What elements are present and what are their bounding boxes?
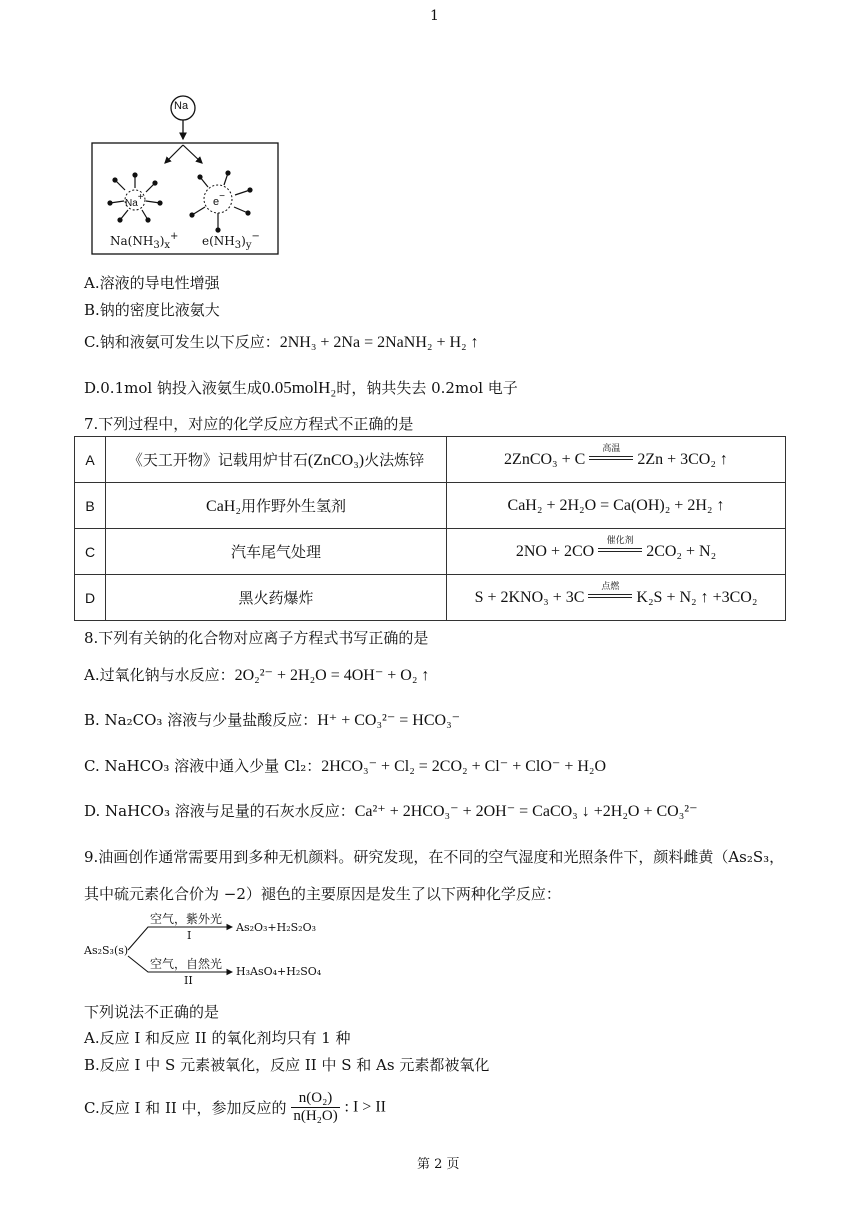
page-footer: 第 2 页 bbox=[417, 1157, 460, 1172]
q6-option-a: A.溶液的导电性增强 bbox=[84, 274, 220, 292]
q6-c-equation: 2NH₃ + 2Na = 2NaNH₂ + H₂ ↑ bbox=[279, 334, 479, 351]
row-equation: CaH₂ + 2H₂O = Ca(OH)₂ + 2H₂ ↑ bbox=[447, 483, 786, 529]
na-cation-label: Na+ bbox=[125, 192, 144, 209]
q8-option-c: C. NaHCO₃ 溶液中通入少量 Cl₂：2HCO₃⁻ + Cl₂ = 2CO₂ + Cl⁻ + ClO⁻ + H₂O bbox=[84, 757, 607, 775]
row-label: A bbox=[75, 437, 106, 483]
row-label: D bbox=[75, 575, 106, 621]
table-row bbox=[75, 437, 786, 483]
scheme-top-condition: 空气，紫外光 bbox=[150, 912, 223, 926]
row-description: CaH₂用作野外生氢剂 bbox=[106, 483, 447, 529]
q9-stem-line1: 9.油画创作通常需要用到多种无机颜料。研究发现，在不同的空气湿度和光照条件下，颜料雌黄（As₂S₃， bbox=[84, 848, 785, 866]
row-equation: S + 2KNO₃ + 3C 点燃 K₂S + N₂ ↑ +3CO₂ bbox=[447, 575, 786, 621]
solvated-electron-caption: $e(NH_3)_y^-$ bbox=[202, 231, 260, 251]
electron-label: e− bbox=[213, 191, 225, 208]
row-description: 《天工开物》记载用炉甘石(ZnCO₃)火法炼锌 bbox=[106, 437, 447, 483]
q9-option-a: A.反应 I 和反应 II 的氧化剂均只有 1 种 bbox=[84, 1029, 351, 1047]
q7-title: 7.下列过程中，对应的化学反应方程式不正确的是 bbox=[84, 415, 414, 433]
q9-option-c: C.反应 I 和 II 中，参加反应的 $\frac{\text{n(O₂)}}{\text{n(H₂O)}}$ : I > II bbox=[84, 1090, 386, 1124]
q9-stem-line2: 其中硫元素化合价为 −2）褪色的主要原因是发生了以下两种化学反应： bbox=[84, 885, 561, 903]
sodium-ammonia-diagram bbox=[90, 95, 280, 255]
q9-reaction-scheme bbox=[84, 906, 344, 986]
q6-option-b: B.钠的密度比液氨大 bbox=[84, 301, 220, 319]
q6-option-c: C.钠和液氨可发生以下反应：2NH₃ + 2Na = 2NaNH₂ + H₂ ↑ bbox=[84, 333, 479, 351]
table-row bbox=[75, 575, 786, 621]
na-atom-label: Na bbox=[174, 100, 189, 112]
page-number-top: 1 bbox=[430, 8, 439, 24]
scheme-top-number: I bbox=[187, 929, 192, 942]
row-equation: 2NO + 2CO 催化剂 2CO₂ + N₂ bbox=[447, 529, 786, 575]
q7-table bbox=[74, 436, 786, 621]
row-description: 黑火药爆炸 bbox=[106, 575, 447, 621]
table-row bbox=[75, 483, 786, 529]
scheme-bottom-condition: 空气，自然光 bbox=[150, 957, 223, 971]
row-equation: 2ZnCO₃ + C 高温 2Zn + 3CO₂ ↑ bbox=[447, 437, 786, 483]
scheme-reactant: As₂S₃(s) bbox=[84, 944, 129, 957]
ratio-fraction: $\frac{\text{n(O₂)}}{\text{n(H₂O)}}$ bbox=[293, 1090, 338, 1124]
q6-option-d: D.0.1mol 钠投入液氨生成0.05molH₂时，钠共失去 0.2mol 电子 bbox=[84, 378, 518, 397]
row-label: C bbox=[75, 529, 106, 575]
q8-option-b: B. Na₂CO₃ 溶液与少量盐酸反应：H⁺ + CO₃²⁻ = HCO₃⁻ bbox=[84, 711, 461, 729]
scheme-bottom-number: II bbox=[184, 974, 193, 987]
q8-option-a: A.过氧化钠与水反应：2O₂²⁻ + 2H₂O = 4OH⁻ + O₂ ↑ bbox=[84, 666, 430, 684]
q8-option-d: D. NaHCO₃ 溶液与足量的石灰水反应：Ca²⁺ + 2HCO₃⁻ + 2OH⁻ = CaCO₃ ↓ +2H₂O + CO₃²⁻ bbox=[84, 802, 698, 820]
table-row bbox=[75, 529, 786, 575]
q9-option-b: B.反应 I 中 S 元素被氧化，反应 II 中 S 和 As 元素都被氧化 bbox=[84, 1056, 490, 1074]
row-description: 汽车尾气处理 bbox=[106, 529, 447, 575]
scheme-top-product: As₂O₃+H₂S₂O₃ bbox=[236, 921, 317, 934]
q9-prompt: 下列说法不正确的是 bbox=[84, 1003, 220, 1021]
scheme-bottom-product: H₃AsO₄+H₂SO₄ bbox=[236, 965, 322, 978]
row-label: B bbox=[75, 483, 106, 529]
q8-title: 8.下列有关钠的化合物对应离子方程式书写正确的是 bbox=[84, 629, 429, 647]
solvated-cation-caption: $Na(NH_3)_x^+$ bbox=[110, 231, 179, 251]
